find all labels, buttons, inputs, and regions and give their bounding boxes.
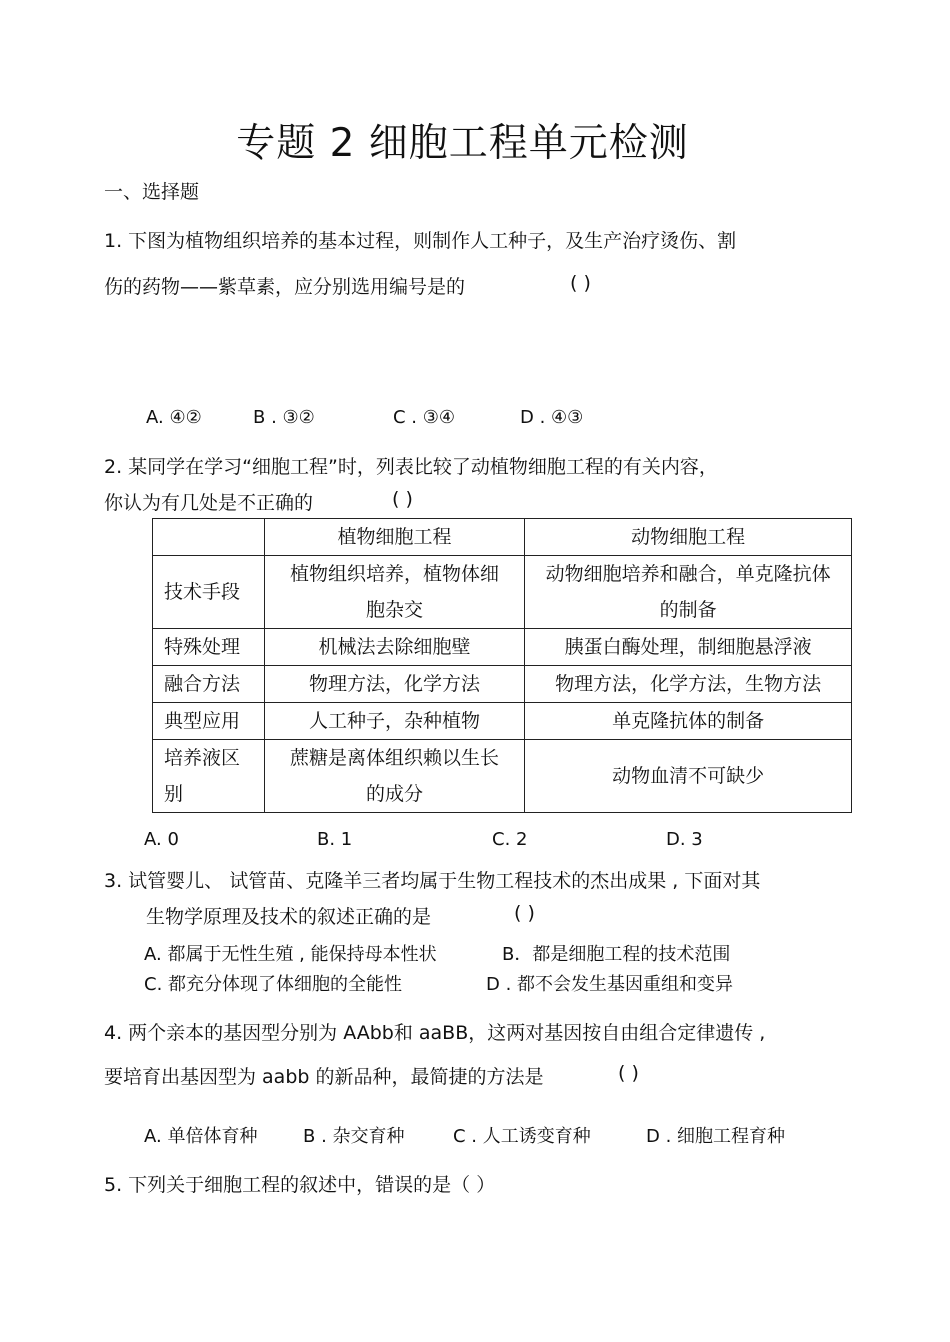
q3-option-c: C. 都充分体现了体细胞的全能性 xyxy=(144,974,403,995)
q2-stem-line1: 2. 某同学在学习“细胞工程”时，列表比较了动植物细胞工程的有关内容， xyxy=(104,456,718,478)
section-heading: 一、选择题 xyxy=(104,181,200,203)
q4-option-b: B . 杂交育种 xyxy=(303,1126,405,1147)
q1-option-d: D . ④③ xyxy=(520,407,584,428)
row-header-cell: 典型应用 xyxy=(153,703,265,740)
cell-text: 培养液区别 xyxy=(164,747,241,805)
q3-answer-paren: ( ) xyxy=(514,902,535,924)
q2-option-b: B. 1 xyxy=(317,829,353,850)
row-header-cell: 特殊处理 xyxy=(153,629,265,666)
table-row xyxy=(153,740,852,813)
cell-text: 植物组织培养，植物体细胞杂交 xyxy=(290,563,500,621)
q3-option-b: B．都是细胞工程的技术范围 xyxy=(502,944,731,965)
row-header-cell: 技术手段 xyxy=(153,556,265,629)
q4-option-d: D . 细胞工程育种 xyxy=(646,1126,786,1147)
q1-answer-paren: ( ) xyxy=(570,272,591,294)
q3-stem-line1: 3. 试管婴儿、 试管苗、克隆羊三者均属于生物工程技术的杰出成果 , 下面对其 xyxy=(104,870,761,892)
table-row xyxy=(153,703,852,740)
q1-option-a: A. ④② xyxy=(146,407,202,428)
table-cell xyxy=(264,740,525,813)
header-cell xyxy=(153,519,265,556)
cell-text: 蔗糖是离体组织赖以生长的成分 xyxy=(290,747,500,805)
table-header-row xyxy=(153,519,852,556)
q1-option-b: B . ③② xyxy=(253,407,315,428)
header-cell: 植物细胞工程 xyxy=(264,519,525,556)
table-cell: 机械法去除细胞壁 xyxy=(264,629,525,666)
row-header-cell xyxy=(153,740,265,813)
table-row xyxy=(153,666,852,703)
table-cell: 胰蛋白酶处理，制细胞悬浮液 xyxy=(525,629,852,666)
table-cell: 人工种子，杂种植物 xyxy=(264,703,525,740)
q4-stem-line1: 4. 两个亲本的基因型分别为 AAbb和 aaBB，这两对基因按自由组合定律遗传 , xyxy=(104,1022,766,1044)
table-row xyxy=(153,629,852,666)
q4-answer-paren: ( ) xyxy=(618,1062,639,1084)
cell-text: 动物细胞培养和融合，单克隆抗体的制备 xyxy=(545,563,831,621)
page-title: 专题 2 细胞工程单元检测 xyxy=(236,121,689,166)
q1-stem-line2: 伤的药物——紫草素，应分别选用编号是的 xyxy=(104,276,466,298)
header-cell: 动物细胞工程 xyxy=(525,519,852,556)
q2-answer-paren: ( ) xyxy=(392,488,413,510)
comparison-table xyxy=(152,518,852,813)
q3-option-a: A. 都属于无性生殖 , 能保持母本性状 xyxy=(144,944,437,965)
q3-option-d: D . 都不会发生基因重组和变异 xyxy=(486,974,734,995)
q2-option-a: A. 0 xyxy=(144,829,179,850)
q4-stem-line2: 要培育出基因型为 aabb 的新品种，最简捷的方法是 xyxy=(104,1066,544,1088)
table-cell xyxy=(264,556,525,629)
table-cell: 动物血清不可缺少 xyxy=(525,740,852,813)
table-row xyxy=(153,556,852,629)
q1-stem-line1: 1. 下图为植物组织培养的基本过程，则制作人工种子，及生产治疗烫伤、割 xyxy=(104,230,737,252)
table-cell: 物理方法，化学方法，生物方法 xyxy=(525,666,852,703)
q1-option-c: C . ③④ xyxy=(393,407,456,428)
row-header-cell: 融合方法 xyxy=(153,666,265,703)
q3-stem-line2: 生物学原理及技术的叙述正确的是 xyxy=(146,906,432,928)
q4-option-a: A. 单倍体育种 xyxy=(144,1126,258,1147)
table-cell: 单克隆抗体的制备 xyxy=(525,703,852,740)
table-cell: 物理方法，化学方法 xyxy=(264,666,525,703)
q4-option-c: C . 人工诱变育种 xyxy=(453,1126,591,1147)
table-cell xyxy=(525,556,852,629)
q5-stem-line1: 5. 下列关于细胞工程的叙述中，错误的是（ ） xyxy=(104,1174,496,1196)
q2-option-d: D. 3 xyxy=(666,829,703,850)
q2-stem-line2: 你认为有几处是不正确的 xyxy=(104,492,314,514)
q2-option-c: C. 2 xyxy=(492,829,528,850)
